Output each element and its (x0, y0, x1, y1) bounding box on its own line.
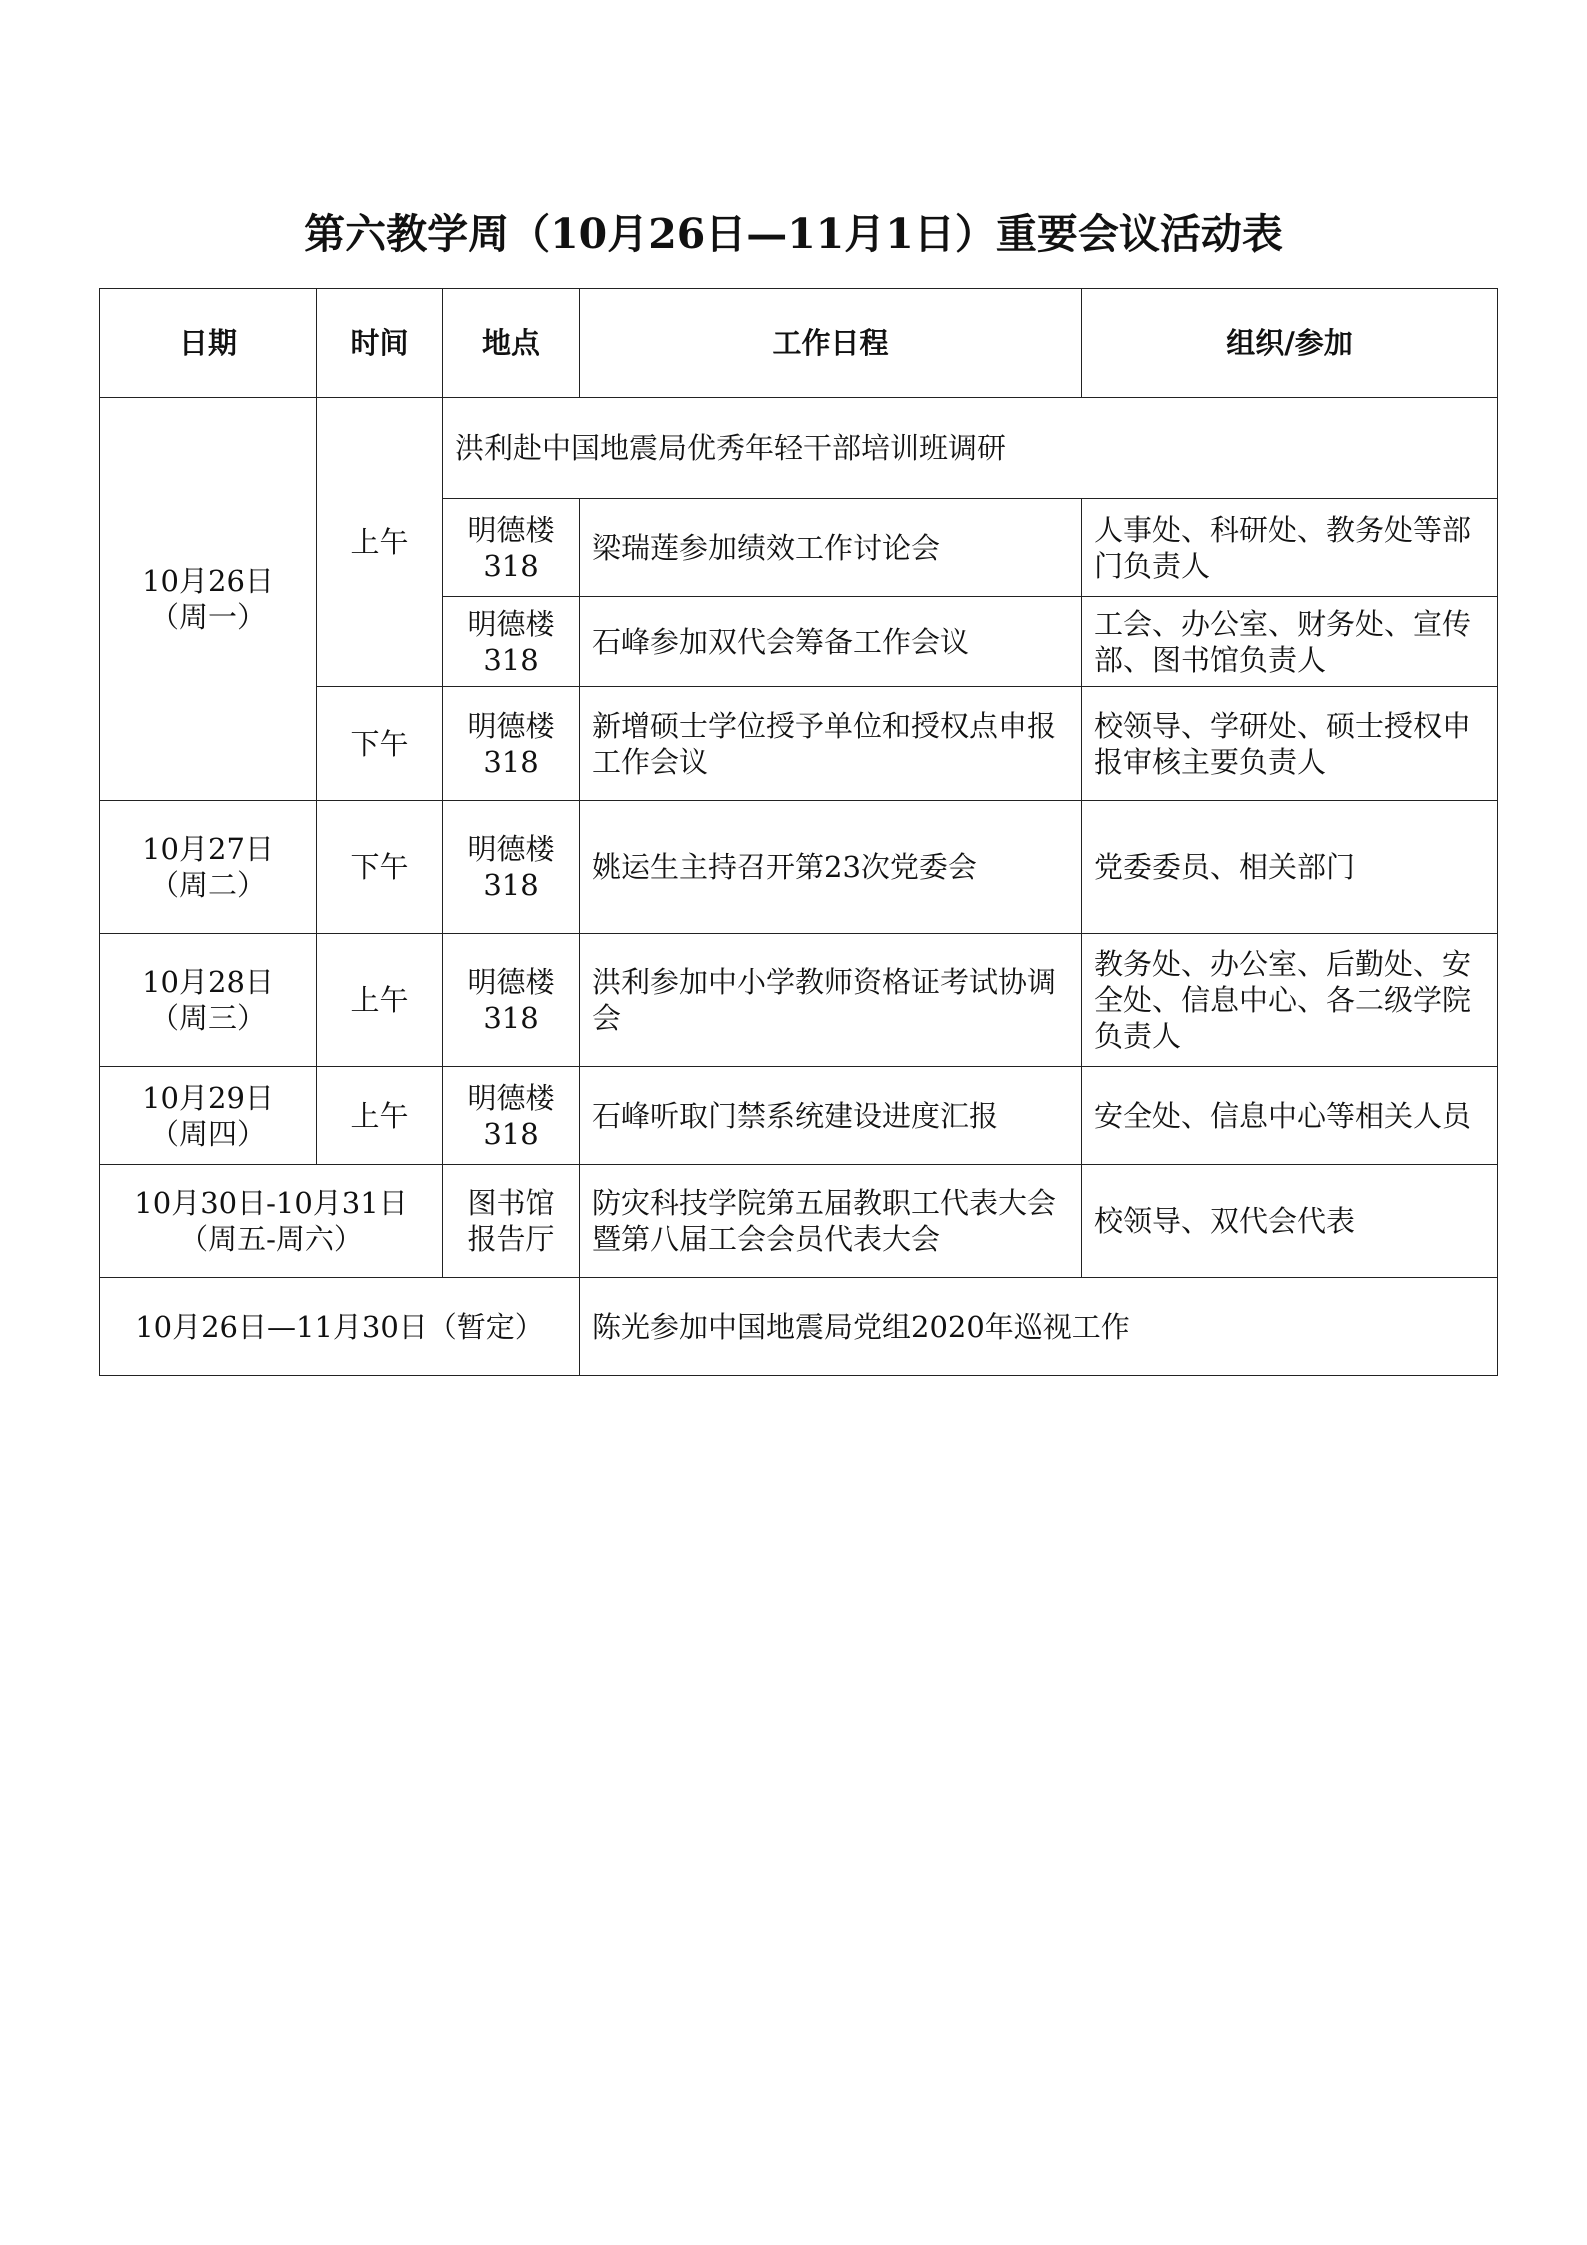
header-date: 日期 (100, 289, 317, 398)
location-building: 图书馆 (467, 1186, 555, 1220)
participants-cell: 教务处、办公室、后勤处、安全处、信息中心、各二级学院负责人 (1082, 934, 1498, 1067)
weekday-text: （周一） (149, 600, 266, 634)
table-row (100, 1067, 1498, 1165)
location-room: 318 (483, 868, 539, 902)
location-room: 318 (483, 642, 539, 677)
date-cell (100, 934, 317, 1067)
date-text: 10月30日-10月31日 (134, 1186, 408, 1220)
location-building: 明德楼 (467, 606, 555, 641)
date-text: 10月29日 (142, 1080, 274, 1115)
date-cell (100, 1165, 443, 1278)
participants-cell: 安全处、信息中心等相关人员 (1082, 1067, 1498, 1165)
location-room: 报告厅 (467, 1222, 555, 1256)
weekday-text: （周四） (149, 1116, 266, 1151)
agenda-cell: 石峰参加双代会筹备工作会议 (580, 597, 1082, 687)
date-cell (100, 1067, 317, 1165)
location-cell (443, 597, 580, 687)
location-room: 318 (483, 548, 539, 583)
location-cell (443, 801, 580, 934)
header-location: 地点 (443, 289, 580, 398)
agenda-cell: 石峰听取门禁系统建设进度汇报 (580, 1067, 1082, 1165)
agenda-cell: 新增硕士学位授予单位和授权点申报工作会议 (580, 687, 1082, 801)
time-cell: 上午 (317, 398, 443, 687)
time-cell: 上午 (317, 1067, 443, 1165)
header-time: 时间 (317, 289, 443, 398)
location-cell (443, 934, 580, 1067)
participants-cell: 校领导、学研处、硕士授权申报审核主要负责人 (1082, 687, 1498, 801)
table-row (100, 801, 1498, 934)
date-cell (100, 801, 317, 934)
location-building: 明德楼 (467, 965, 555, 999)
date-text: 10月26日 (142, 564, 274, 598)
participants-cell: 工会、办公室、财务处、宣传部、图书馆负责人 (1082, 597, 1498, 687)
schedule-table (99, 288, 1498, 1376)
time-cell: 上午 (317, 934, 443, 1067)
page-title: 第六教学周（10月26日—11月1日）重要会议活动表 (304, 210, 1283, 258)
location-building: 明德楼 (467, 512, 555, 547)
participants-cell: 党委委员、相关部门 (1082, 801, 1498, 934)
time-cell: 下午 (317, 687, 443, 801)
location-room: 318 (483, 1001, 539, 1035)
table-row (100, 934, 1498, 1067)
location-building: 明德楼 (467, 708, 555, 743)
weekday-text: （周三） (149, 1001, 266, 1035)
header-agenda: 工作日程 (580, 289, 1082, 398)
agenda-cell: 梁瑞莲参加绩效工作讨论会 (580, 499, 1082, 597)
participants-cell: 人事处、科研处、教务处等部门负责人 (1082, 499, 1498, 597)
table-row (100, 1278, 1498, 1376)
table-row (100, 1165, 1498, 1278)
location-room: 318 (483, 1116, 539, 1151)
time-cell: 下午 (317, 801, 443, 934)
agenda-cell: 洪利赴中国地震局优秀年轻干部培训班调研 (443, 398, 1498, 499)
agenda-cell: 洪利参加中小学教师资格证考试协调会 (580, 934, 1082, 1067)
header-participants: 组织/参加 (1082, 289, 1498, 398)
location-cell (443, 1067, 580, 1165)
agenda-cell: 防灾科技学院第五届教职工代表大会暨第八届工会会员代表大会 (580, 1165, 1082, 1278)
table-header-row (100, 289, 1498, 398)
location-room: 318 (483, 744, 539, 779)
agenda-cell: 陈光参加中国地震局党组2020年巡视工作 (580, 1278, 1498, 1376)
location-cell (443, 687, 580, 801)
weekday-text: （周二） (149, 868, 266, 902)
location-building: 明德楼 (467, 1080, 555, 1115)
location-cell (443, 1165, 580, 1278)
date-text: 10月27日 (142, 832, 274, 866)
participants-cell: 校领导、双代会代表 (1082, 1165, 1498, 1278)
agenda-cell: 姚运生主持召开第23次党委会 (580, 801, 1082, 934)
location-cell (443, 499, 580, 597)
weekday-text: （周五-周六） (179, 1222, 363, 1256)
date-cell (100, 398, 317, 801)
location-building: 明德楼 (467, 832, 555, 866)
table-row (100, 398, 1498, 499)
date-text: 10月28日 (142, 965, 274, 999)
date-cell: 10月26日—11月30日（暂定） (100, 1278, 580, 1376)
